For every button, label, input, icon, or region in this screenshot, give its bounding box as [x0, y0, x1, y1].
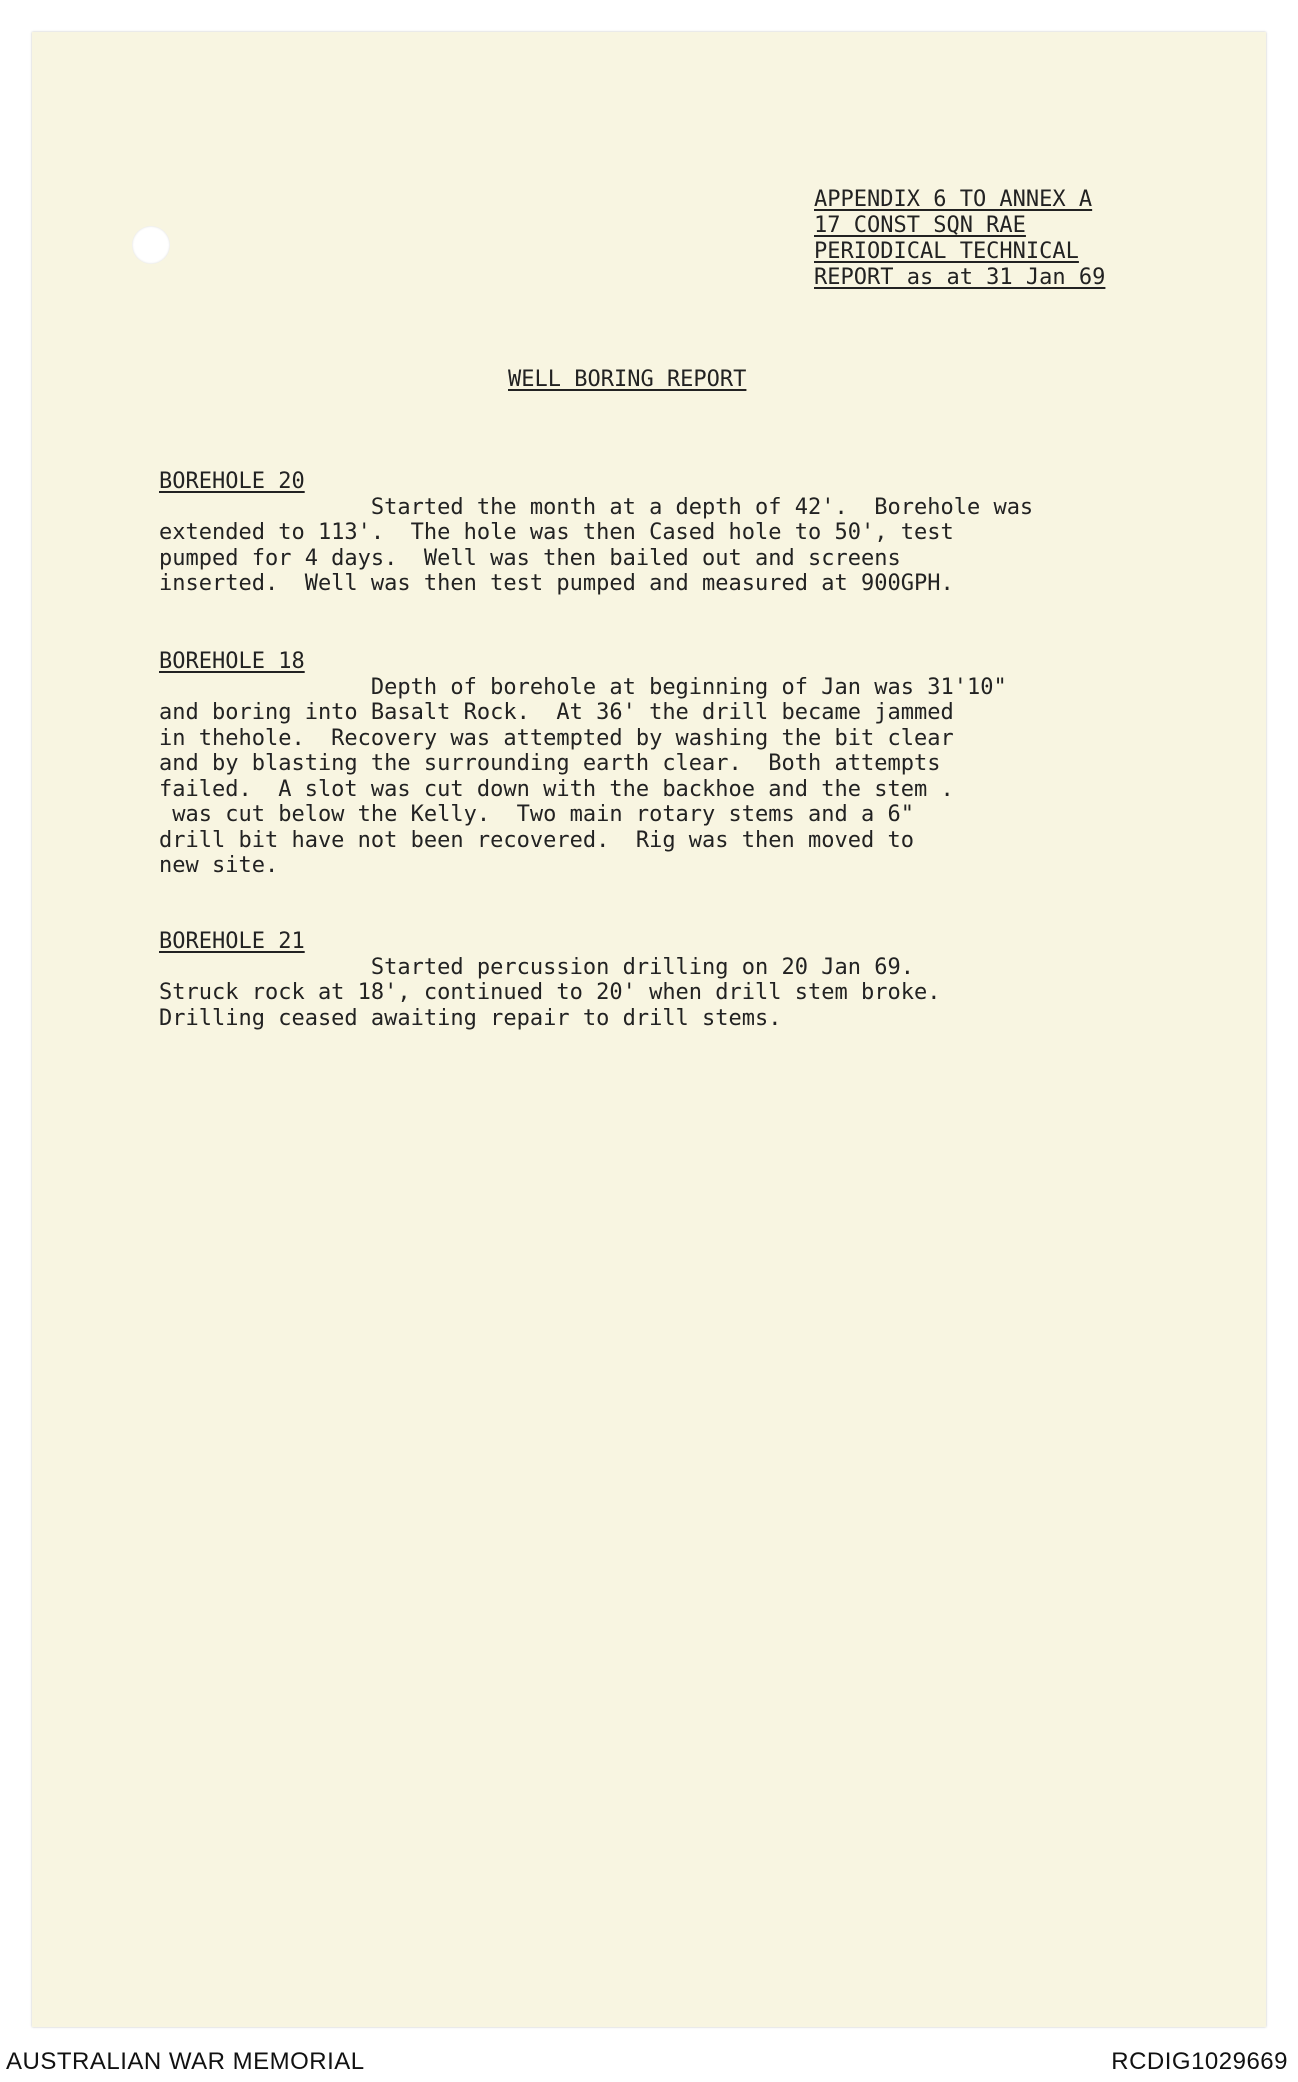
report-title: WELL BORING REPORT — [508, 367, 747, 392]
appendix-line-2: 17 CONST SQN RAE — [814, 213, 1026, 238]
section-borehole-20 — [159, 469, 1119, 597]
section-borehole-21 — [159, 929, 1119, 1031]
section-body: Started percussion drilling on 20 Jan 69. Struck rock at 18', continued to 20' when drill stem broke. Drilling ceased awaiting repair to drill stems. — [159, 954, 941, 1031]
punch-hole — [132, 226, 170, 264]
section-heading: BOREHOLE 21 — [159, 929, 305, 954]
footer-record-id: RCDIG1029669 — [1111, 2048, 1288, 2075]
section-body: Started the month at a depth of 42'. Borehole was extended to 113'. The hole was then Cased hole to 50', test pumped for 4 days. Well was then bailed out and screens inserted. Well was then test pumped and measured at 900GPH. — [159, 494, 1034, 596]
document-page — [32, 32, 1266, 2027]
appendix-line-4: REPORT as at 31 Jan 69 — [814, 265, 1106, 290]
section-heading: BOREHOLE 18 — [159, 649, 305, 674]
footer-source: AUSTRALIAN WAR MEMORIAL — [6, 2048, 365, 2075]
section-borehole-18 — [159, 649, 1119, 879]
appendix-line-1: APPENDIX 6 TO ANNEX A — [814, 187, 1093, 212]
section-body: Depth of borehole at beginning of Jan was 31'10" and boring into Basalt Rock. At 36' the drill became jammed in thehole. Recovery was attempted by washing the bit clear and by blasting the surrounding earth clear. Both attempts failed. A slot was cut down with the backhoe and the stem . was cut below the Kelly. Two main rotary stems and a 6" drill bit have not been recovered. Rig was then moved to new site. — [159, 674, 1007, 878]
appendix-header — [814, 187, 1105, 291]
appendix-line-3: PERIODICAL TECHNICAL — [814, 239, 1079, 264]
section-heading: BOREHOLE 20 — [159, 469, 305, 494]
